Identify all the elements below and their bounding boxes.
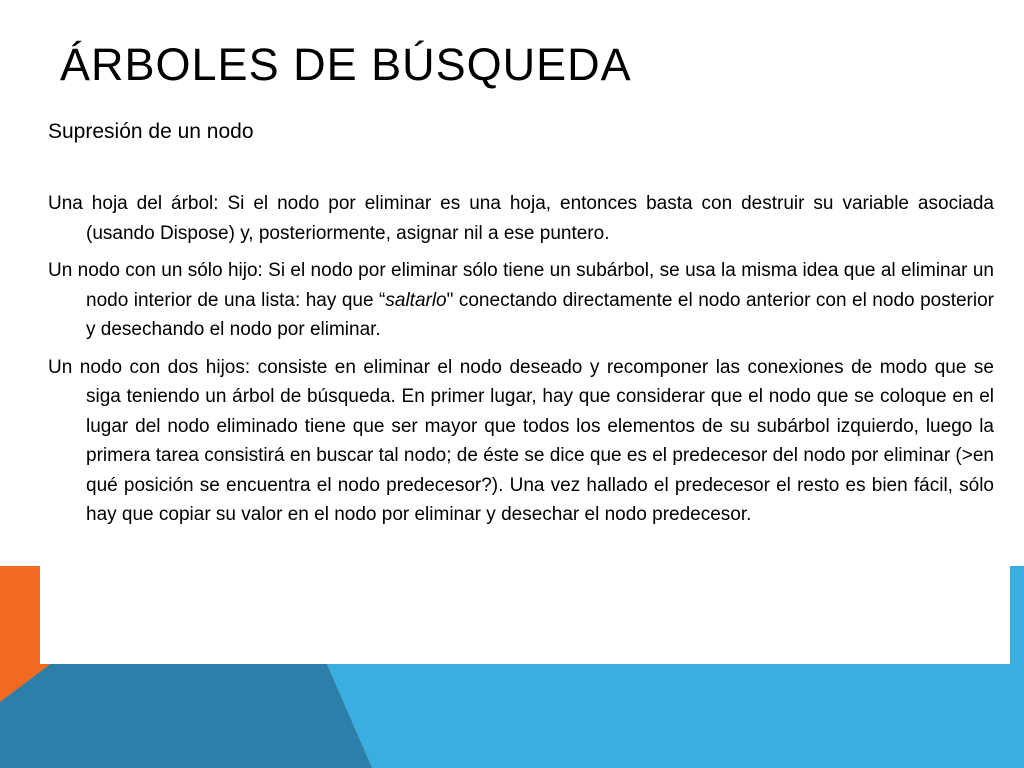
text-backdrop <box>40 560 1010 664</box>
slide-subtitle: Supresión de un nodo <box>48 120 254 143</box>
paragraph-leaf-node: Una hoja del árbol: Si el nodo por eliminar es una hoja, entonces basta con destruir su variable asociada (usando Dispose) y, posteriormente, asignar nil a ese puntero. <box>48 193 994 244</box>
slide-body <box>48 118 994 538</box>
paragraph-two-children: Un nodo con dos hijos: consiste en eliminar el nodo deseado y recomponer las conexiones de modo que se siga teniendo un árbol de búsqueda. En primer lugar, hay que considerar que el nodo que se coloque en el lugar del nodo eliminado tiene que ser mayor que todos los elementos de su subárbol izquierdo, luego la primera tarea consistirá en buscar tal nodo; de éste se dice que es el predecesor del nodo por eliminar (>en qué posición se encuentra el nodo predecesor?). Una vez hallado el predecesor el resto es bien fácil, sólo hay que copiar su valor en el nodo por eliminar y desechar el nodo predecesor. <box>48 356 994 525</box>
paragraph-one-child <box>48 256 994 345</box>
paragraph-one-child-rest: " conectando directamente el nodo anterior con el nodo posterior y desechando el nodo por eliminar. <box>86 289 994 340</box>
paragraph-one-child-text: Un nodo con un sólo hijo: Si el nodo por eliminar sólo tiene un subárbol, se usa la misma idea que al eliminar un nodo interior de una lista: hay que “ <box>48 260 994 311</box>
emphasis-saltarlo: saltarlo <box>385 289 447 311</box>
slide-title: ÁRBOLES DE BÚSQUEDA <box>60 39 632 90</box>
